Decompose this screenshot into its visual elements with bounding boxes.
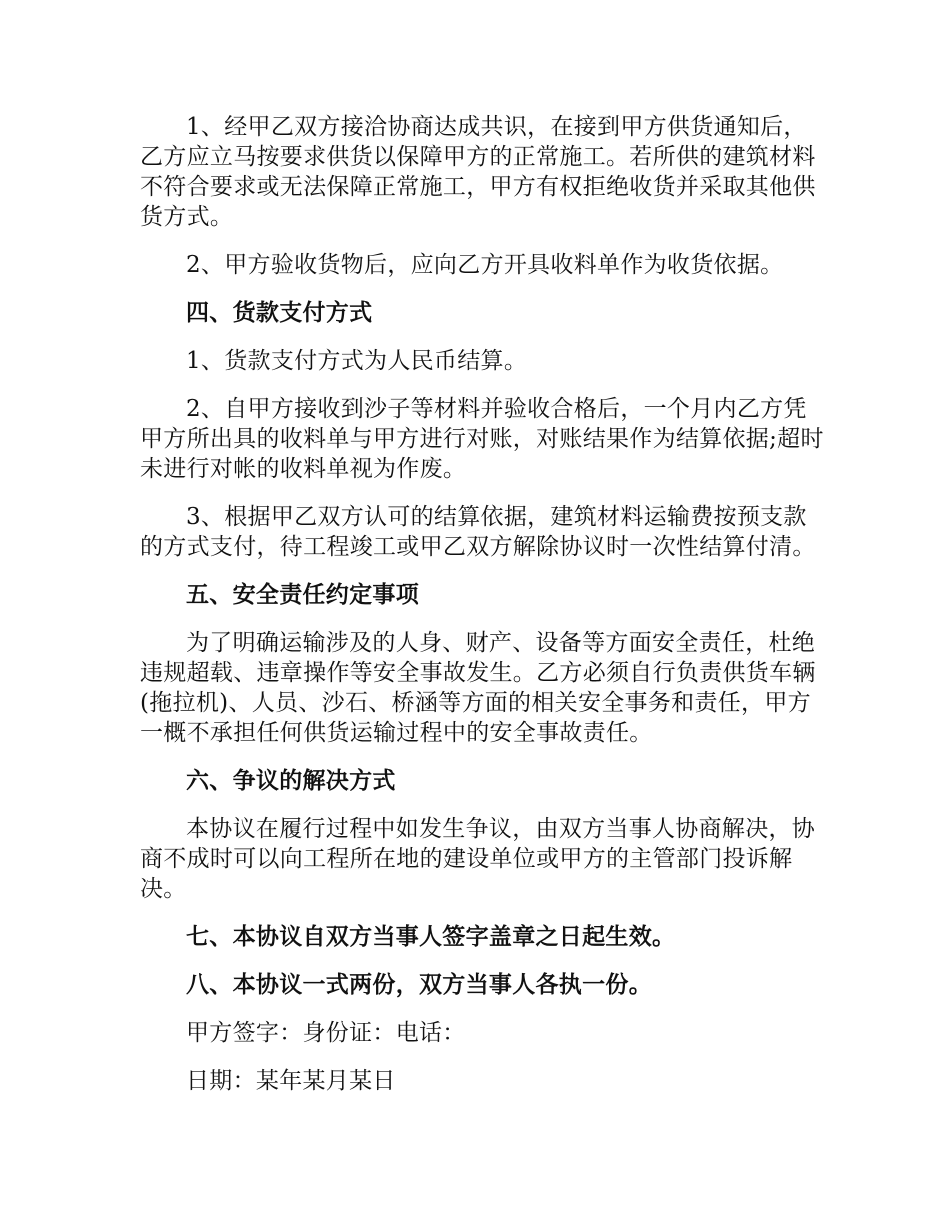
paragraph-settlement: 3、根据甲乙双方认可的结算依据，建筑材料运输费按预支款的方式支付，待工程竣工或甲乙双方解除协议时一次性结算付清。 <box>140 504 816 560</box>
section-heading-safety: 五、安全责任约定事项 <box>186 581 419 608</box>
section-heading-copies: 八、本协议一式两份，双方当事人各执一份。 <box>186 971 652 998</box>
paragraph-dispute-resolution: 本协议在履行过程中如发生争议，由双方当事人协商解决，协商不成时可以向工程所在地的建设单位或甲方的主管部门投诉解决。 <box>140 816 816 902</box>
section-heading-effective: 七、本协议自双方当事人签字盖章之日起生效。 <box>186 923 676 950</box>
date-line: 日期：某年某月某日 <box>186 1068 396 1094</box>
signature-line: 甲方签字：身份证：电话： <box>186 1020 466 1046</box>
document-body <box>140 112 830 1114</box>
section-heading-payment: 四、货款支付方式 <box>186 299 373 326</box>
section-heading-dispute: 六、争议的解决方式 <box>186 767 396 794</box>
paragraph-safety-responsibility: 为了明确运输涉及的人身、财产、设备等方面安全责任，杜绝违规超载、违章操作等安全事故发生。乙方必须自行负责供货车辆(拖拉机)、人员、沙石、桥涵等方面的相关安全事务和责任，甲方一概不承担任何供货运输过程中的安全事故责任。 <box>140 630 816 746</box>
paragraph-reconciliation: 2、自甲方接收到沙子等材料并验收合格后，一个月内乙方凭甲方所出具的收料单与甲方进行对账，对账结果作为结算依据;超时未进行对帐的收料单视为作废。 <box>140 396 824 482</box>
paragraph-payment-currency: 1、货款支付方式为人民币结算。 <box>186 348 528 374</box>
paragraph-receipt: 2、甲方验收货物后，应向乙方开具收料单作为收货依据。 <box>186 252 784 278</box>
paragraph-supply-notice: 1、经甲乙双方接洽协商达成共识，在接到甲方供货通知后，乙方应立马按要求供货以保障甲方的正常施工。若所供的建筑材料不符合要求或无法保障正常施工，甲方有权拒绝收货并采取其他供货方式。 <box>140 114 816 230</box>
